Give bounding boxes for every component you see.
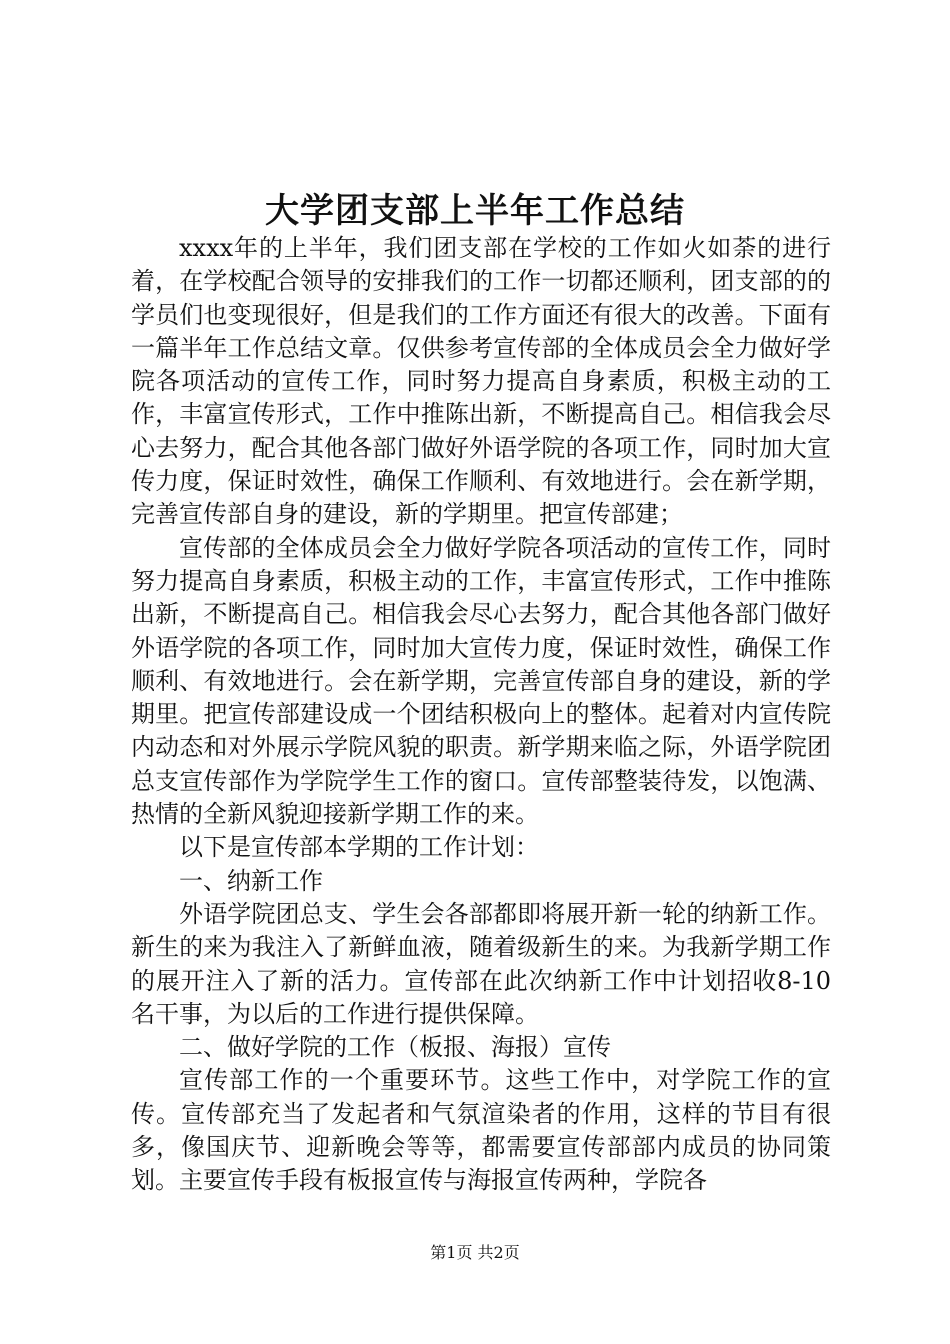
paragraph-publicity: 宣传部工作的一个重要环节。这些工作中，对学院工作的宣传。宣传部充当了发起者和气氛渲染者的作用，这样的节目有很多，像国庆节、迎新晚会等等，都需要宣传部部内成员的协同策划。主要宣传手段有板报宣传与海报宣传两种，学院各 xyxy=(131,1066,831,1195)
paragraph-intro: xxxx年的上半年，我们团支部在学校的工作如火如荼的进行着，在学校配合领导的安排我们的工作一切都还顺利，团支部的的学员们也变现很好，但是我们的工作方面还有很大的改善。下面有一篇半年工作总结文章。仅供参考宣传部的全体成员会全力做好学院各项活动的宣传工作，同时努力提高自身素质，积极主动的工作，丰富宣传形式，工作中推陈出新，不断提高自己。相信我会尽心去努力，配合其他各部门做好外语学院的各项工作，同时加大宣传力度，保证时效性，确保工作顺利、有效地进行。会在新学期，完善宣传部自身的建设，新的学期里。把宣传部建； xyxy=(131,234,831,529)
paragraph-recruitment: 外语学院团总支、学生会各部都即将展开新一轮的纳新工作。新生的来为我注入了新鲜血液，随着级新生的来。为我新学期工作的展开注入了新的活力。宣传部在此次纳新工作中计划招收8-10名干事，为以后的工作进行提供保障。 xyxy=(131,899,831,1028)
page-number-footer: 第1页 共2页 xyxy=(430,1243,520,1262)
section-heading-publicity: 二、做好学院的工作（板报、海报）宣传 xyxy=(179,1033,611,1062)
document-title: 大学团支部上半年工作总结 xyxy=(265,191,685,231)
paragraph-plan-intro: 以下是宣传部本学期的工作计划： xyxy=(179,833,539,862)
section-heading-recruitment: 一、纳新工作 xyxy=(179,866,323,895)
document-body xyxy=(131,232,831,1198)
paragraph-publicity-dept: 宣传部的全体成员会全力做好学院各项活动的宣传工作，同时努力提高自身素质，积极主动的工作，丰富宣传形式，工作中推陈出新，不断提高自己。相信我会尽心去努力，配合其他各部门做好外语学院的各项工作，同时加大宣传力度，保证时效性，确保工作顺利、有效地进行。会在新学期，完善宣传部自身的建设，新的学期里。把宣传部建设成一个团结积极向上的整体。起着对内宣传院内动态和对外展示学院风貌的职责。新学期来临之际，外语学院团总支宣传部作为学院学生工作的窗口。宣传部整装待发，以饱满、热情的全新风貌迎接新学期工作的来。 xyxy=(131,533,831,829)
